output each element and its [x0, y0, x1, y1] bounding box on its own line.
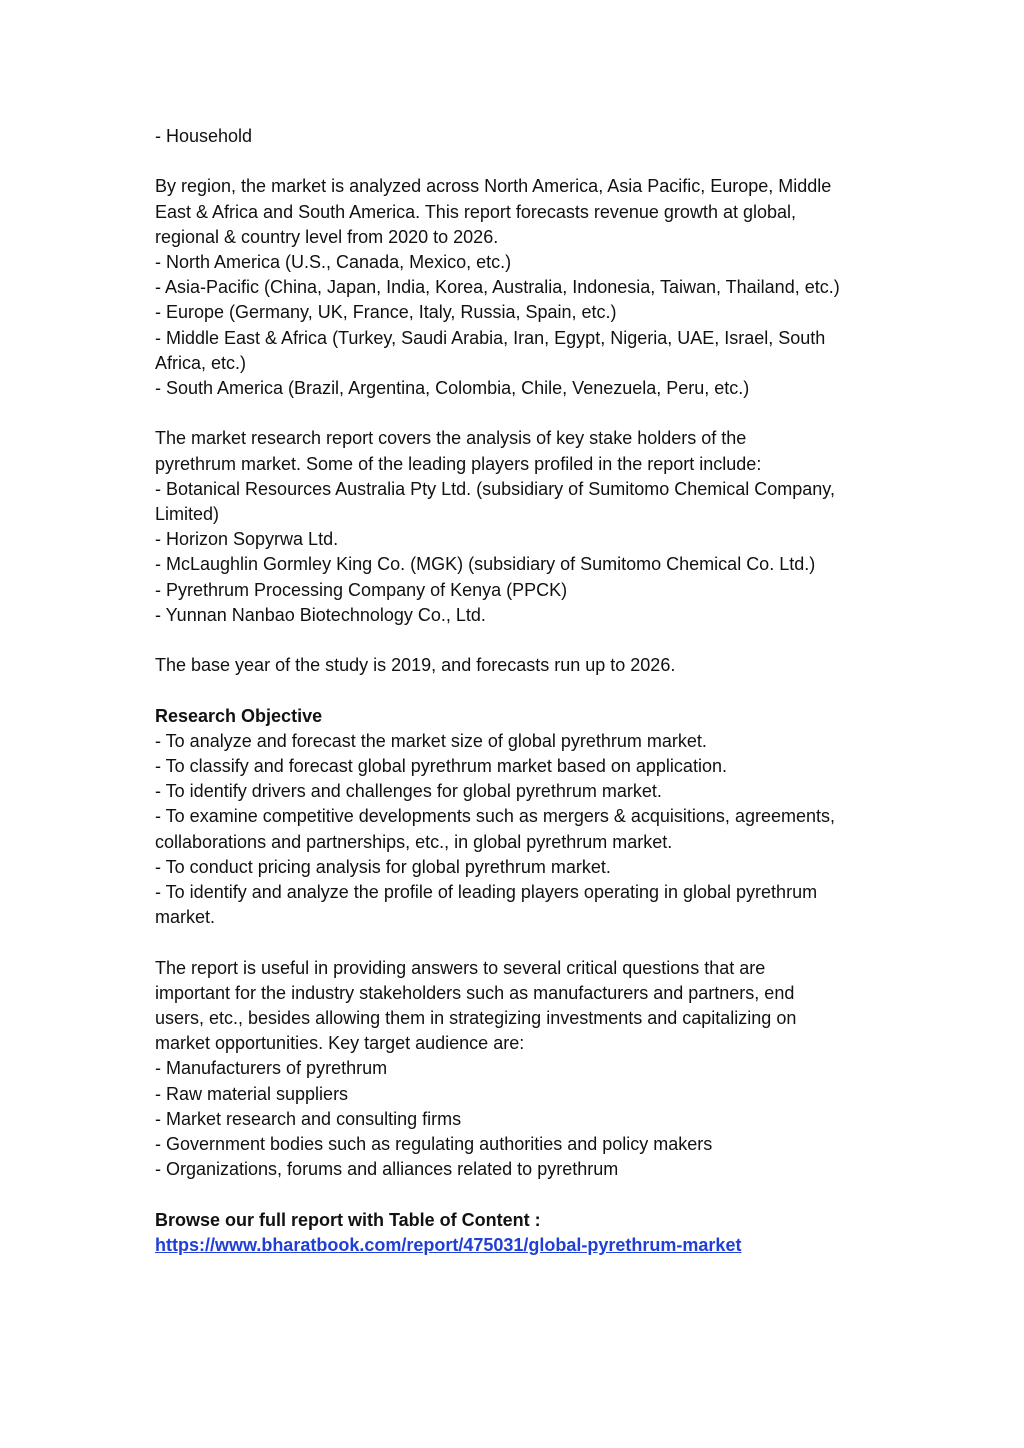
list-item: - To identify and analyze the profile of leading players operating in global pyrethrum [155, 882, 818, 903]
list-item: - Pyrethrum Processing Company of Kenya (PPCK) [155, 579, 568, 600]
list-item: - McLaughlin Gormley King Co. (MGK) (subsidiary of Sumitomo Chemical Co. Ltd.) [155, 554, 816, 575]
list-item: - Europe (Germany, UK, France, Italy, Russia, Spain, etc.) [155, 302, 617, 323]
list-item: - To analyze and forecast the market size of global pyrethrum market. [155, 730, 707, 751]
list-item-continuation: Limited) [155, 504, 220, 525]
paragraph-line: pyrethrum market. Some of the leading players profiled in the report include: [155, 453, 762, 474]
list-item: - Yunnan Nanbao Biotechnology Co., Ltd. [155, 604, 486, 625]
paragraph-gap [155, 930, 880, 955]
list-item: - Market research and consulting firms [155, 1108, 462, 1129]
list-item: - Organizations, forums and alliances related to pyrethrum [155, 1159, 619, 1180]
report-link-line [155, 1233, 880, 1258]
paragraph-line: regional & country level from 2020 to 2026. [155, 226, 499, 247]
list-item: - Middle East & Africa (Turkey, Saudi Arabia, Iran, Egypt, Nigeria, UAE, Israel, South [155, 327, 826, 348]
list-item: - Government bodies such as regulating authorities and policy makers [155, 1134, 713, 1155]
paragraph-line: East & Africa and South America. This report forecasts revenue growth at global, [155, 201, 797, 222]
paragraph-gap [155, 628, 880, 653]
document-page [155, 124, 880, 1258]
paragraph-gap [155, 401, 880, 426]
paragraph-gap [155, 149, 880, 174]
paragraph-line: market opportunities. Key target audience are: [155, 1033, 525, 1054]
paragraph-line: The report is useful in providing answers to several critical questions that are [155, 957, 766, 978]
list-item: - Horizon Sopyrwa Ltd. [155, 529, 339, 550]
list-item: - To identify drivers and challenges for global pyrethrum market. [155, 781, 662, 802]
paragraph-gap [155, 678, 880, 703]
list-item-continuation: market. [155, 907, 216, 928]
list-item: - Manufacturers of pyrethrum [155, 1058, 388, 1079]
list-item: - South America (Brazil, Argentina, Colombia, Chile, Venezuela, Peru, etc.) [155, 378, 750, 399]
list-item: - To examine competitive developments such as mergers & acquisitions, agreements, [155, 806, 835, 827]
paragraph-line: The base year of the study is 2019, and forecasts run up to 2026. [155, 655, 676, 676]
list-item: - Household [155, 126, 253, 146]
report-link[interactable]: https://www.bharatbook.com/report/475031/global-pyrethrum-market [155, 1234, 742, 1255]
list-item-continuation: Africa, etc.) [155, 352, 247, 373]
list-item: - North America (U.S., Canada, Mexico, etc.) [155, 252, 512, 272]
list-item: - To conduct pricing analysis for global pyrethrum market. [155, 856, 611, 877]
list-item: - Botanical Resources Australia Pty Ltd. (subsidiary of Sumitomo Chemical Company, [155, 478, 835, 499]
paragraph-line: By region, the market is analyzed across North America, Asia Pacific, Europe, Middle [155, 176, 832, 197]
list-item-continuation: collaborations and partnerships, etc., in global pyrethrum market. [155, 831, 673, 852]
list-item: - To classify and forecast global pyrethrum market based on application. [155, 756, 727, 777]
paragraph-gap [155, 1182, 880, 1207]
paragraph-line: important for the industry stakeholders such as manufacturers and partners, end [155, 982, 795, 1003]
list-item: - Asia-Pacific (China, Japan, India, Korea, Australia, Indonesia, Taiwan, Thailand, etc.) [155, 277, 840, 298]
paragraph-line: The market research report covers the analysis of key stake holders of the [155, 428, 747, 449]
paragraph-line: users, etc., besides allowing them in strategizing investments and capitalizing on [155, 1008, 797, 1029]
browse-report-label: Browse our full report with Table of Content : [155, 1209, 541, 1230]
section-heading: Research Objective [155, 705, 323, 726]
list-item: - Raw material suppliers [155, 1083, 349, 1104]
